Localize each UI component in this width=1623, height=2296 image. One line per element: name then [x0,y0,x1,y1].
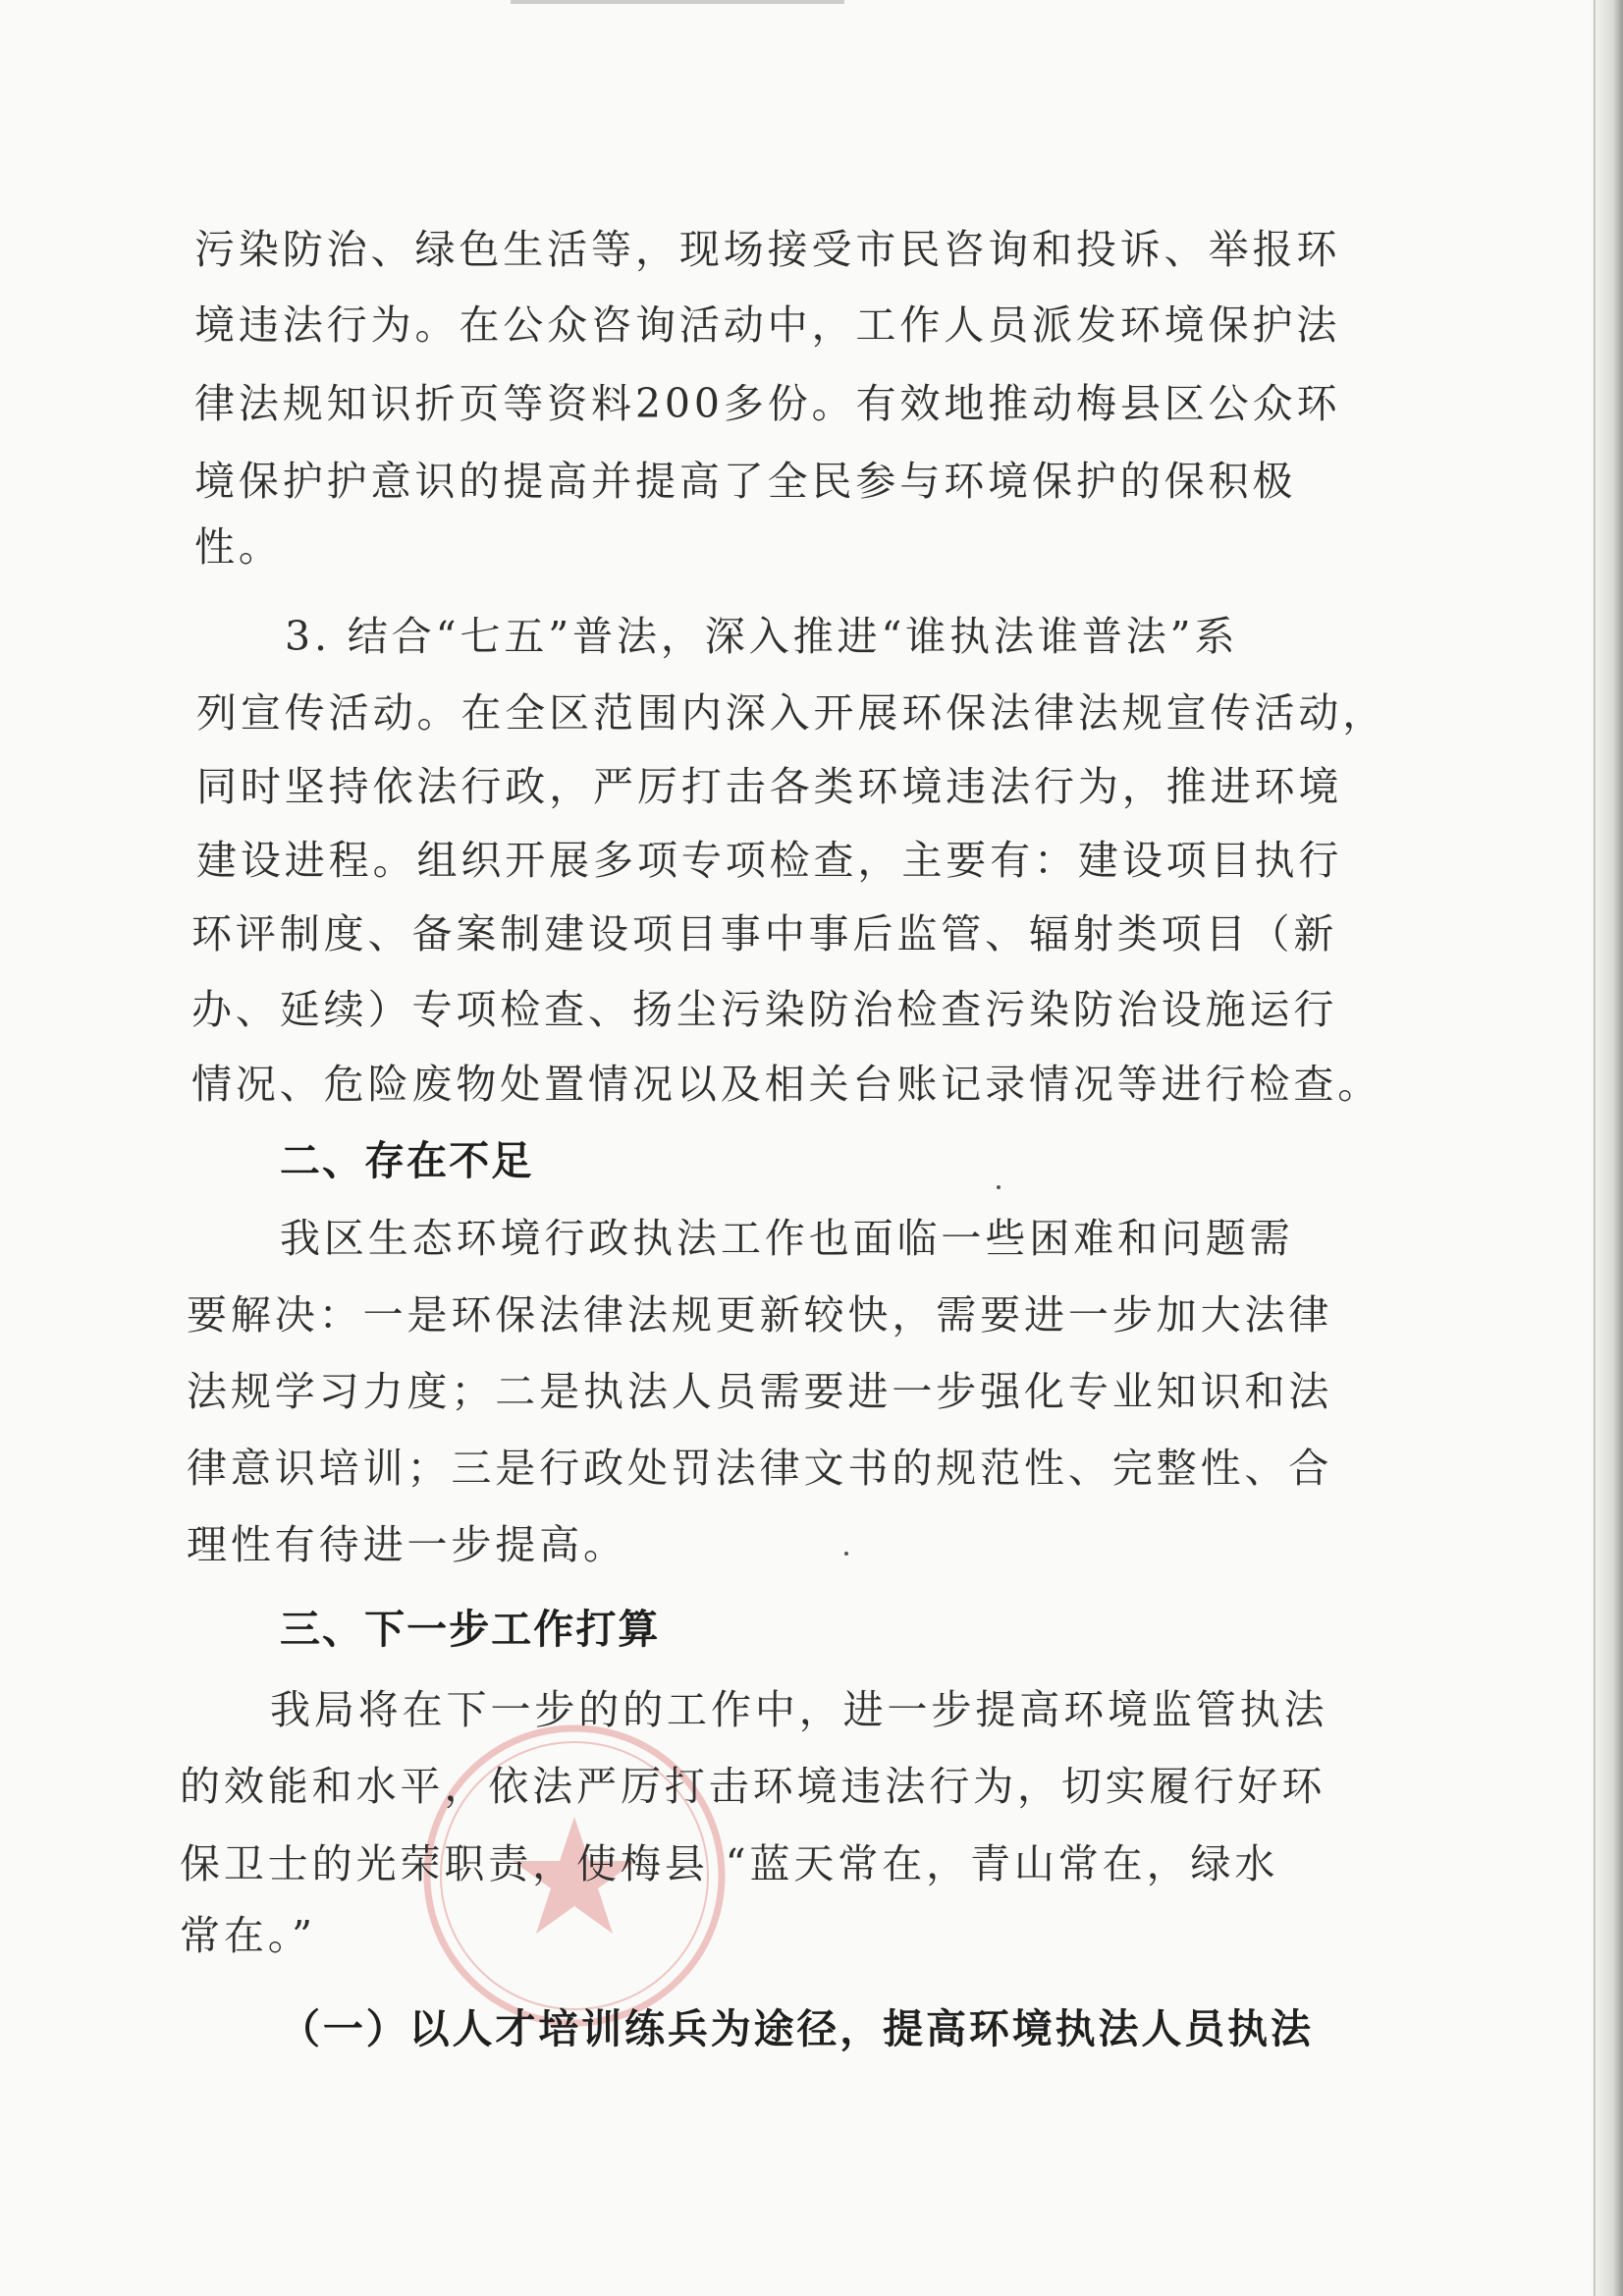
body-line: 保卫士的光荣职责，使梅县 “蓝天常在，青山常在，绿水 [180,1840,1279,1887]
section-heading: 二、存在不足 [280,1137,534,1184]
scan-top-mark [511,0,844,4]
section-heading: 三、下一步工作打算 [280,1606,661,1653]
body-line: 律法规知识折页等资料200多份。有效地推动梅县区公众环 [194,380,1341,427]
page-edge-line [1594,0,1596,2296]
body-line: 法规学习力度；二是执法人员需要进一步强化专业知识和法 [187,1368,1333,1415]
body-line: 建设进程。组织开展多项专项检查，主要有：建设项目执行 [196,837,1343,884]
body-line: 污染防治、绿色生活等，现场接受市民咨询和投诉、举报环 [194,226,1341,273]
body-line: 列宣传活动。在全区范围内深入开展环保法律法规宣传活动， [196,689,1387,737]
body-line: 境保护护意识的提高并提高了全民参与环境保护的保积极 [194,458,1297,505]
scan-speck [997,1185,1001,1189]
body-line: 性。 [194,523,283,571]
list-item-3: 3. 结合“七五”普法，深入推进“谁执法谁普法”系 [285,613,1239,660]
body-line: 境违法行为。在公众咨询活动中，工作人员派发环境保护法 [194,301,1341,349]
body-line: 办、延续）专项检查、扬尘污染防治检查污染防治设施运行 [191,986,1338,1033]
body-line: 律意识培训；三是行政处罚法律文书的规范性、完整性、合 [187,1445,1333,1492]
body-line: 理性有待进一步提高。 [187,1521,627,1568]
body-line: 同时坚持依法行政，严厉打击各类环境违法行为，推进环境 [196,763,1343,810]
subsection-heading: （一）以人才培训练兵为途径，提高环境执法人员执法 [280,2005,1314,2052]
body-line: 情况、危险废物处置情况以及相关台账记录情况等进行检查。 [191,1061,1382,1108]
body-line: 的效能和水平，依法严厉打击环境违法行为，切实履行好环 [180,1763,1326,1810]
body-line: 常在。” [180,1912,317,1959]
body-line: 环评制度、备案制建设项目事中事后监管、辐射类项目（新 [191,910,1338,957]
scan-speck [844,1552,848,1556]
body-line: 我局将在下一步的的工作中，进一步提高环境监管执法 [270,1686,1328,1733]
body-line: 要解决：一是环保法律法规更新较快，需要进一步加大法律 [187,1291,1333,1339]
body-line: 我区生态环境行政执法工作也面临一些困难和问题需 [280,1215,1294,1262]
